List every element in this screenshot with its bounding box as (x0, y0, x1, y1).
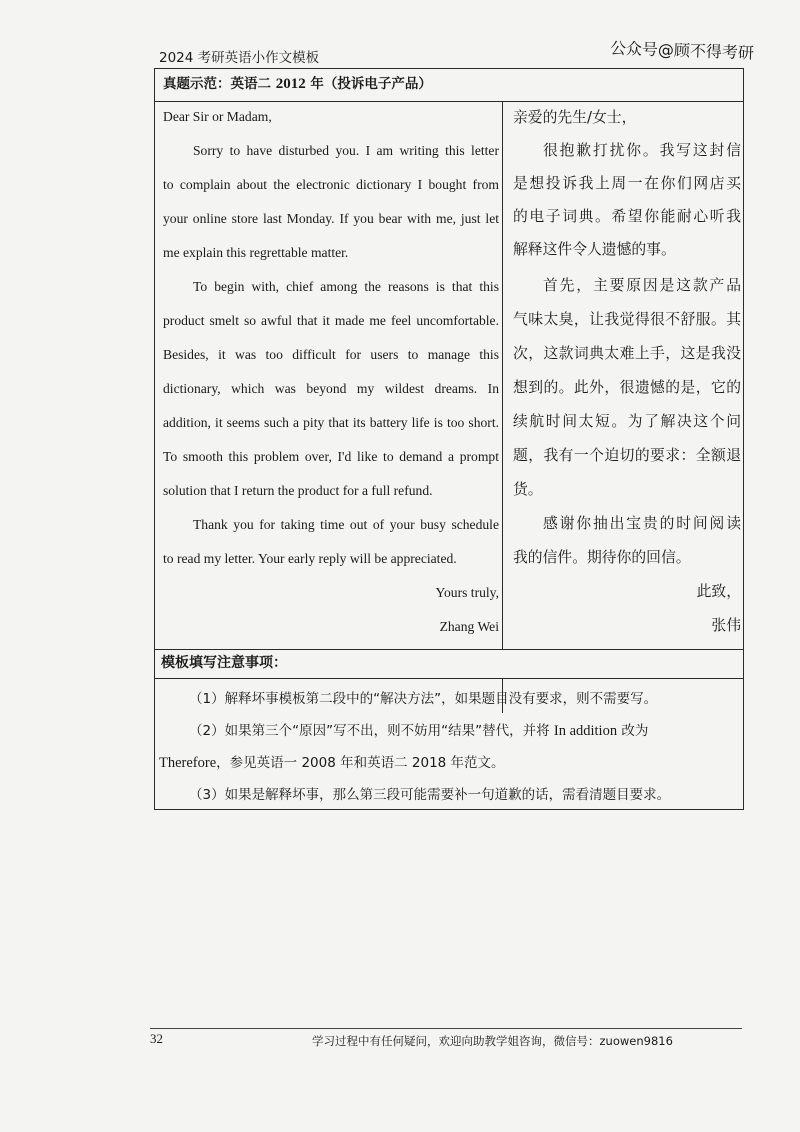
zh-line: 很抱歉打扰你。我写这封信 (543, 142, 741, 159)
template-table (154, 68, 744, 810)
note-3: （3）如果是解释坏事，那么第三段可能需要补一句道歉的话，需看清题目要求。 (189, 787, 671, 803)
en-line: Besides, it was too difficult for users to manage this (163, 347, 499, 362)
en-line: solution that I return the product for a full refund. (163, 483, 433, 498)
en-line: To smooth this problem over, I'd like to demand a prompt (163, 449, 499, 464)
en-line: to complain about the electronic dictionary I bought from (163, 177, 499, 192)
note-2-in-addition: In addition (553, 723, 618, 739)
zh-line: 题，我有一个迫切的要求：全额退 (513, 447, 741, 464)
zh-line: 亲爱的先生/女士， (513, 109, 637, 126)
page-number: 32 (150, 1031, 163, 1046)
en-signature: Zhang Wei (439, 619, 499, 634)
note-2-part-c: 改为 (617, 723, 649, 739)
en-line: To begin with, chief among the reasons is that this (193, 279, 499, 294)
note-2-cont (159, 753, 505, 773)
zh-closing: 此致， (696, 583, 741, 600)
en-closing: Yours truly, (435, 585, 499, 600)
zh-signature: 张伟 (711, 617, 741, 634)
zh-line: 货。 (513, 481, 543, 498)
header-left: 2024 考研英语小作文模板 (159, 50, 320, 66)
en-line: dictionary, which was beyond my wildest dreams. In (163, 381, 499, 396)
en-line: your online store last Monday. If you bear with me, just let (163, 211, 499, 226)
column-divider (502, 102, 503, 713)
en-line: addition, it seems such a pity that its battery life is too short. (163, 415, 499, 430)
note-2-part-e: ，参见英语一 2008 年和英语二 2018 年范文。 (216, 755, 505, 771)
zh-line: 续航时间太短。为了解决这个问 (513, 413, 741, 430)
note-2 (189, 721, 648, 741)
note-2-part-a: （2）如果第三个“原因”写不出，则不妨用“结果”替代，并将 (189, 723, 554, 739)
en-line: product smelt so awful that it made me feel uncomfortable. (163, 313, 499, 328)
en-line: to read my letter. Your early reply will be appreciated. (163, 551, 457, 566)
zh-line: 是想投诉我上周一在你们网店买 (513, 175, 741, 192)
footer-contact: 学习过程中有任何疑问，欢迎向助教学姐咨询，微信号：zuowen9816 (312, 1034, 673, 1048)
header-right-watermark: 公众号@顾不得考研 (609, 38, 755, 63)
notes-title: 模板填写注意事项： (155, 649, 743, 679)
zh-line: 想到的。此外，很遗憾的是，它的 (513, 379, 741, 396)
zh-line: 首先，主要原因是这款产品 (543, 277, 741, 294)
title-suffix: 年（投诉电子产品） (305, 76, 432, 92)
footer-rule (150, 1028, 742, 1029)
en-line: Dear Sir or Madam, (163, 109, 272, 124)
zh-line: 解释这件令人遗憾的事。 (513, 241, 676, 258)
table-title (155, 69, 743, 102)
zh-line: 的电子词典。希望你能耐心听我 (513, 208, 741, 225)
title-prefix: 真题示范：英语二 (163, 76, 276, 92)
en-line: me explain this regrettable matter. (163, 245, 349, 260)
en-line: Sorry to have disturbed you. I am writing this letter (193, 143, 499, 158)
title-year: 2012 (275, 76, 306, 92)
zh-line: 次，这款词典太难上手，这是我没 (513, 345, 741, 362)
zh-line: 感谢你抽出宝贵的时间阅读 (543, 515, 741, 532)
note-1: （1）解释坏事模板第二段中的“解决方法”，如果题目没有要求，则不需要写。 (189, 691, 658, 707)
en-line: Thank you for taking time out of your busy schedule (193, 517, 499, 532)
zh-line: 我的信件。期待你的回信。 (513, 549, 691, 566)
zh-line: 气味太臭，让我觉得很不舒服。其 (513, 311, 741, 328)
note-2-therefore: Therefore (159, 755, 217, 771)
